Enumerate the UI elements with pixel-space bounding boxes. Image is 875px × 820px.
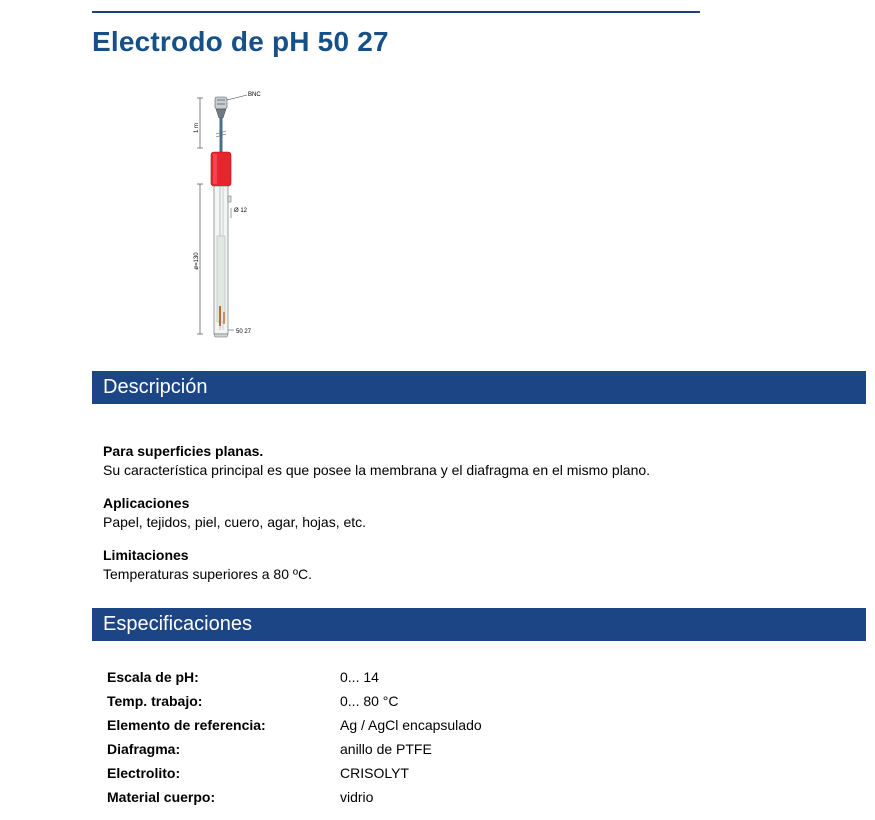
section-header-description: Descripción [92, 371, 866, 404]
spec-row-body-material [107, 789, 607, 813]
spec-row-temperature [107, 693, 607, 717]
spec-value: 0... 80 °C [340, 693, 399, 709]
limitations-text: Temperaturas superiores a 80 ºC. [103, 566, 312, 582]
diameter-label: Ø 12 [234, 208, 248, 214]
applications-heading: Aplicaciones [103, 495, 190, 511]
applications-item [103, 494, 366, 532]
spec-value: 0... 14 [340, 669, 379, 685]
electrode-diagram [185, 86, 275, 341]
spec-label: Escala de pH: [107, 669, 199, 685]
spec-value: vidrio [340, 789, 374, 805]
applications-text: Papel, tejidos, piel, cuero, agar, hojas, etc. [103, 514, 367, 530]
spec-value: Ag / AgCl encapsulado [340, 717, 482, 733]
spec-label: Electrolito: [107, 765, 181, 781]
description-item [103, 442, 650, 480]
spec-label: Temp. trabajo: [107, 693, 203, 709]
top-rule [92, 11, 700, 13]
description-heading: Para superficies planas. [103, 443, 264, 459]
spec-label: Diafragma: [107, 741, 181, 757]
spec-label: Elemento de referencia: [107, 717, 266, 733]
model-label: 50 27 [236, 329, 252, 335]
body-length-label: ø=130 [194, 252, 200, 270]
spec-label: Material cuerpo: [107, 789, 216, 805]
page-title: Electrodo de pH 50 27 [92, 26, 389, 57]
description-text: Su característica principal es que posee la membrana y el diafragma en el mismo plano. [103, 462, 651, 478]
spec-row-electrolyte [107, 765, 607, 789]
section-header-specs: Especificaciones [92, 608, 866, 641]
spec-row-ph-range [107, 669, 607, 693]
spec-value: anillo de PTFE [340, 741, 432, 757]
spec-row-reference-element [107, 717, 607, 741]
cable-length-label: 1 m [194, 122, 200, 134]
limitations-heading: Limitaciones [103, 547, 189, 563]
bnc-label: BNC [248, 92, 261, 98]
spec-row-diaphragm [107, 741, 607, 765]
limitations-item [103, 546, 312, 584]
spec-value: CRISOLYT [340, 765, 409, 781]
